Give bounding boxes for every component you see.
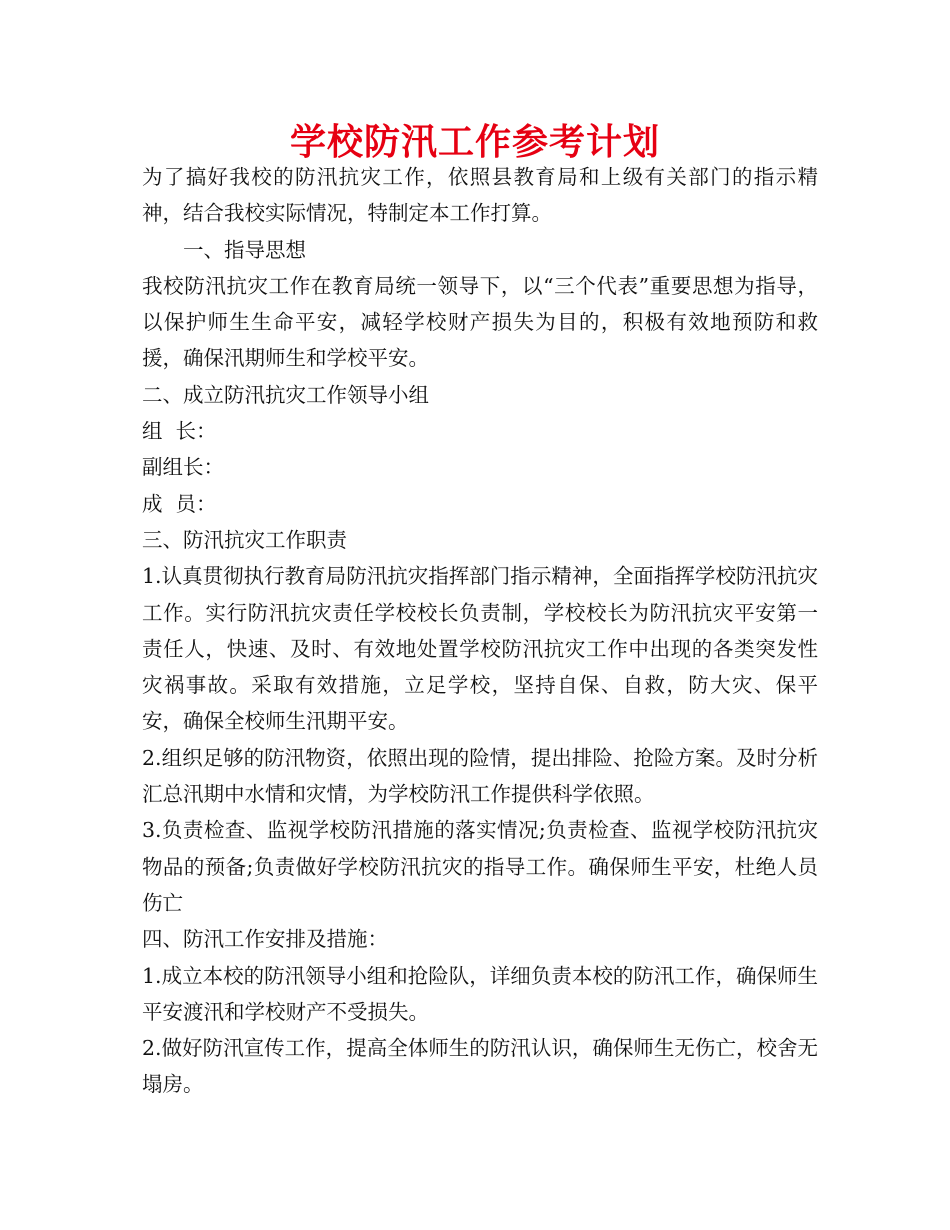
measure-item-2: 2.做好防汛宣传工作，提高全体师生的防汛认识，确保师生无伤亡，校舍无塌房。	[142, 1036, 818, 1097]
section-heading-duties: 三、防汛抗灾工作职责	[142, 527, 347, 552]
members-line: 成 员：	[142, 491, 217, 516]
duty-item-1: 1.认真贯彻执行教育局防汛抗灾指挥部门指示精神，全面指挥学校防汛抗灾工作。实行防汛抗灾责任学校校长负责制，学校校长为防汛抗灾平安第一责任人，快速、及时、有效地处置学校防汛抗灾工作中出现的各类突发性灾祸事故。采取有效措施，立足学校，坚持自保、自救，防大灾、保平安，确保全校师生汛期平安。	[142, 564, 818, 734]
guiding-ideology-paragraph: 我校防汛抗灾工作在教育局统一领导下，以“三个代表”重要思想为指导，以保护师生生命平安，减轻学校财产损失为目的，积极有效地预防和救援，确保汛期师生和学校平安。	[142, 273, 818, 371]
leader-line: 组 长：	[142, 419, 217, 444]
section-heading-guiding-ideology: 一、指导思想	[183, 237, 306, 262]
document-title: 学校防汛工作参考计划	[289, 122, 660, 163]
document-body	[142, 159, 818, 1103]
section-heading-measures: 四、防汛工作安排及措施：	[142, 927, 388, 952]
duty-item-3: 3.负责检查、监视学校防汛措施的落实情况;负责检查、监视学校防汛抗灾物品的预备;负责做好学校防汛抗灾的指导工作。确保师生平安，杜绝人员伤亡	[142, 818, 818, 915]
deputy-leader-line: 副组长：	[142, 455, 224, 480]
intro-paragraph: 为了搞好我校的防汛抗灾工作，依照县教育局和上级有关部门的指示精神，结合我校实际情况，特制定本工作打算。	[142, 165, 818, 226]
duty-item-2: 2.组织足够的防汛物资，依照出现的险情，提出排险、抢险方案。及时分析汇总汛期中水情和灾情，为学校防汛工作提供科学依照。	[142, 745, 818, 807]
section-heading-leadership-group: 二、成立防汛抗灾工作领导小组	[142, 382, 429, 407]
measure-item-1: 1.成立本校的防汛领导小组和抢险队，详细负责本校的防汛工作，确保师生平安渡汛和学校财产不受损失。	[142, 963, 818, 1024]
